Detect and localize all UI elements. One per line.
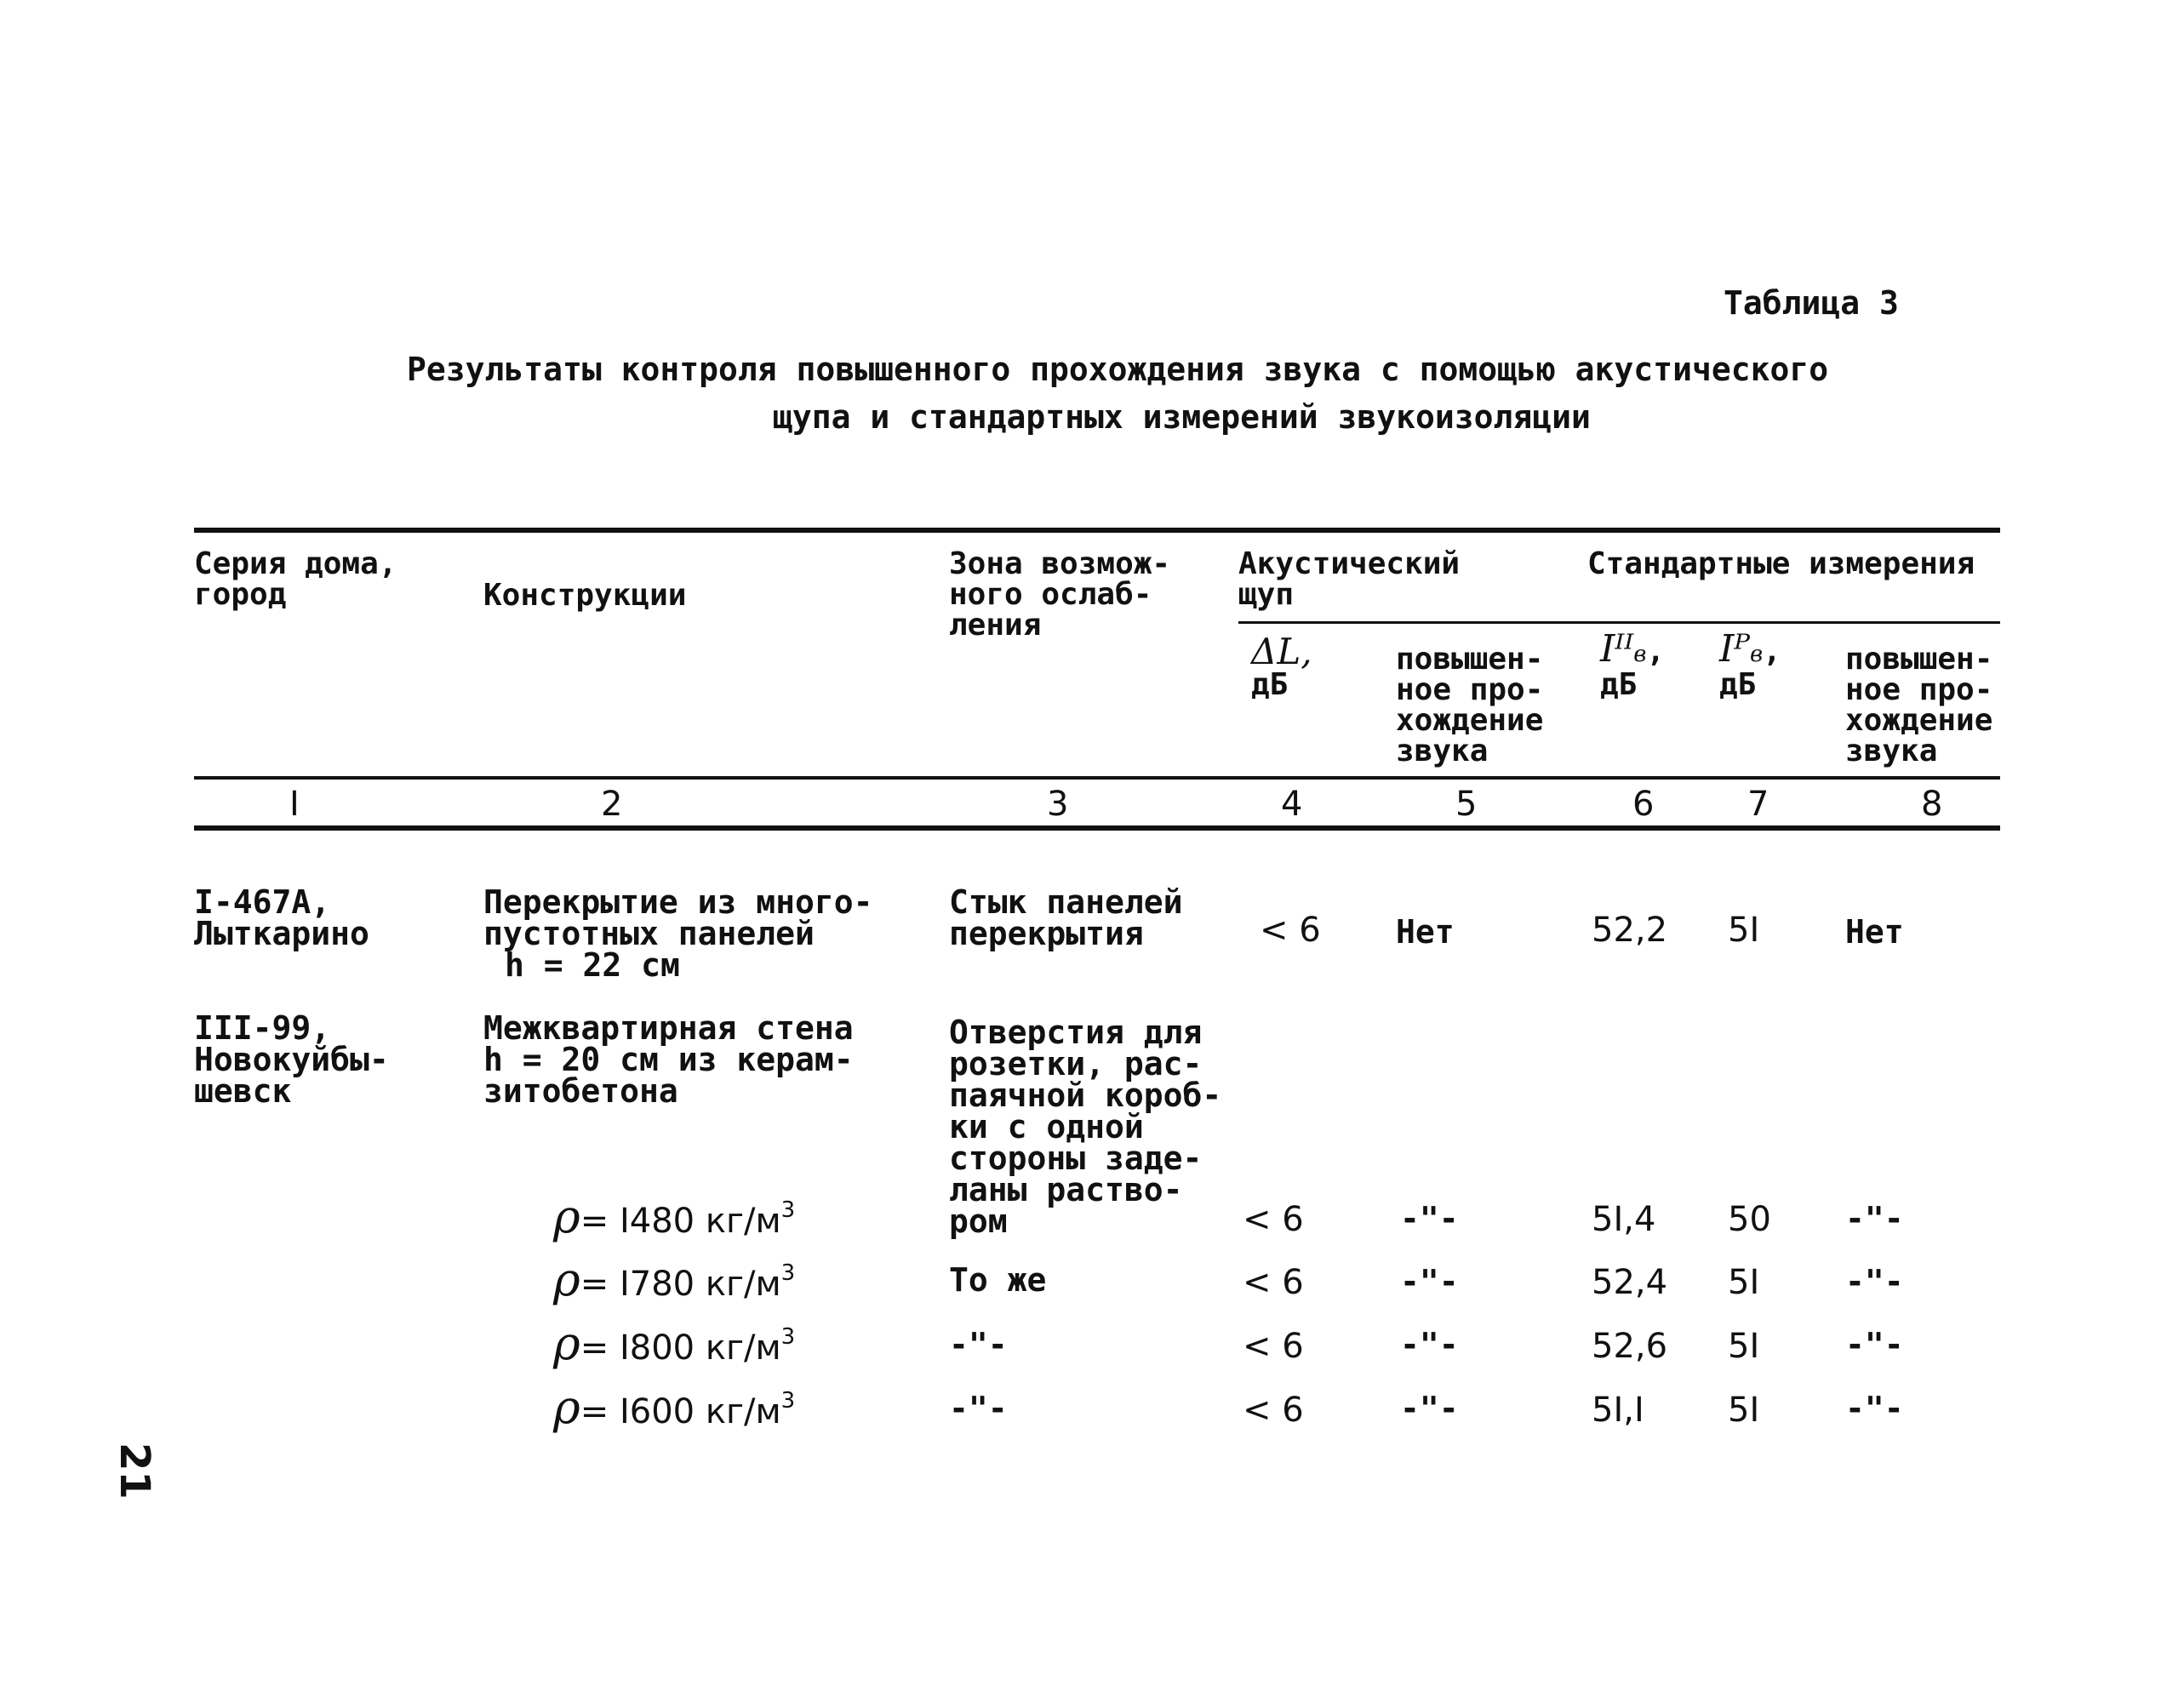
- density-row-2-increased-probe: -"-: [1400, 1263, 1459, 1300]
- table-top-rule: [194, 528, 2000, 533]
- density-row-3-i-n: 52,6: [1592, 1327, 1668, 1366]
- density-row-3-i-p: 5I: [1728, 1327, 1760, 1366]
- column-number-6: 6: [1632, 785, 1655, 824]
- header-i-p: Iᴾв, дБ: [1719, 627, 1781, 702]
- column-number-1: I: [289, 785, 300, 824]
- density-row-1-i-p: 50: [1728, 1200, 1771, 1239]
- density-row-4-zone: -"-: [949, 1390, 1008, 1427]
- density-row-4-increased-probe: -"-: [1400, 1390, 1459, 1427]
- density-row-4-increased-standard: -"-: [1845, 1390, 1904, 1427]
- row2-construction: Межквартирная стена h = 20 см из керам- зитобетона: [483, 1009, 854, 1110]
- column-number-8: 8: [1921, 785, 1943, 824]
- column-number-4: 4: [1281, 785, 1303, 824]
- subheader-rule: [1238, 621, 2000, 624]
- table-label: Таблица 3: [1724, 284, 1899, 322]
- page-number: 21: [111, 1442, 158, 1499]
- density-row-2: ρ= I780 кг/м3: [553, 1253, 796, 1306]
- row2-weak-zone: Отверстия для розетки, рас- паячной короб- ки с одной стороны заде- ланы раство- ром: [949, 1014, 1222, 1240]
- column-number-7: 7: [1747, 785, 1769, 824]
- density-symbol: ρ: [553, 1190, 580, 1243]
- density-row-2-increased-standard: -"-: [1845, 1263, 1904, 1300]
- row1-delta-l: < 6: [1260, 911, 1321, 950]
- header-acoustic-probe: Акустический щуп: [1238, 546, 1461, 612]
- row1-i-n: 52,2: [1592, 911, 1668, 950]
- density-row-3-zone: -"-: [949, 1326, 1008, 1363]
- density-row-1-delta-l: < 6: [1243, 1200, 1304, 1239]
- row1-construction: Перекрытие из много- пустотных панелей h = 22 см: [483, 883, 873, 984]
- density-row-3: ρ= I800 кг/м3: [553, 1317, 796, 1370]
- density-symbol: ρ: [553, 1253, 580, 1306]
- row1-i-p: 5I: [1728, 911, 1760, 950]
- density-row-1-increased-standard: -"-: [1845, 1200, 1904, 1237]
- table-title-line2: щупа и стандартных измерений звукоизоляции: [773, 398, 1591, 436]
- density-symbol: ρ: [553, 1380, 580, 1434]
- density-row-2-i-n: 52,4: [1592, 1263, 1668, 1302]
- column-number-5: 5: [1455, 785, 1478, 824]
- density-row-4: ρ= I600 кг/м3: [553, 1380, 796, 1434]
- density-row-2-i-p: 5I: [1728, 1263, 1760, 1302]
- density-row-3-delta-l: < 6: [1243, 1327, 1304, 1366]
- density-row-3-increased-probe: -"-: [1400, 1326, 1459, 1363]
- header-construction: Конструкции: [483, 578, 687, 613]
- density-row-2-zone: То же: [949, 1261, 1047, 1299]
- density-row-3-increased-standard: -"-: [1845, 1326, 1904, 1363]
- table-title-line1: Результаты контроля повышенного прохождения звука с помощью акустического: [407, 351, 1829, 388]
- density-row-4-delta-l: < 6: [1243, 1391, 1304, 1430]
- row1-increased-standard: Нет: [1845, 913, 1904, 951]
- header-delta-l: ΔL, дБ: [1251, 631, 1312, 702]
- header-increased-transmission-standard: повышен- ное про- хождение звука: [1845, 642, 1993, 768]
- column-numbers-rule: [194, 825, 2000, 831]
- density-symbol: ρ: [553, 1317, 580, 1370]
- row1-weak-zone: Стык панелей перекрытия: [949, 883, 1183, 952]
- density-row-1: ρ= I480 кг/м3: [553, 1190, 796, 1243]
- density-row-4-i-p: 5I: [1728, 1391, 1760, 1430]
- header-series: Серия дома, город: [194, 546, 397, 612]
- header-weak-zone: Зона возмож- ного ослаб- ления: [949, 546, 1171, 643]
- column-number-2: 2: [601, 785, 623, 824]
- column-number-3: 3: [1047, 785, 1069, 824]
- row1-increased-probe: Нет: [1396, 913, 1455, 951]
- density-row-4-i-n: 5I,I: [1592, 1391, 1644, 1430]
- header-bottom-rule: [194, 776, 2000, 780]
- density-row-1-increased-probe: -"-: [1400, 1200, 1459, 1237]
- header-increased-transmission-probe: повышен- ное про- хождение звука: [1396, 642, 1544, 768]
- header-i-n: Iᴵᴵв, дБ: [1600, 627, 1666, 702]
- row1-series: I-467А, Лыткарино: [194, 883, 369, 952]
- row2-series: III-99, Новокуйбы- шевск: [194, 1009, 389, 1110]
- density-row-1-i-n: 5I,4: [1592, 1200, 1656, 1239]
- density-row-2-delta-l: < 6: [1243, 1263, 1304, 1302]
- header-standard-measurements: Стандартные измерения: [1587, 546, 1975, 581]
